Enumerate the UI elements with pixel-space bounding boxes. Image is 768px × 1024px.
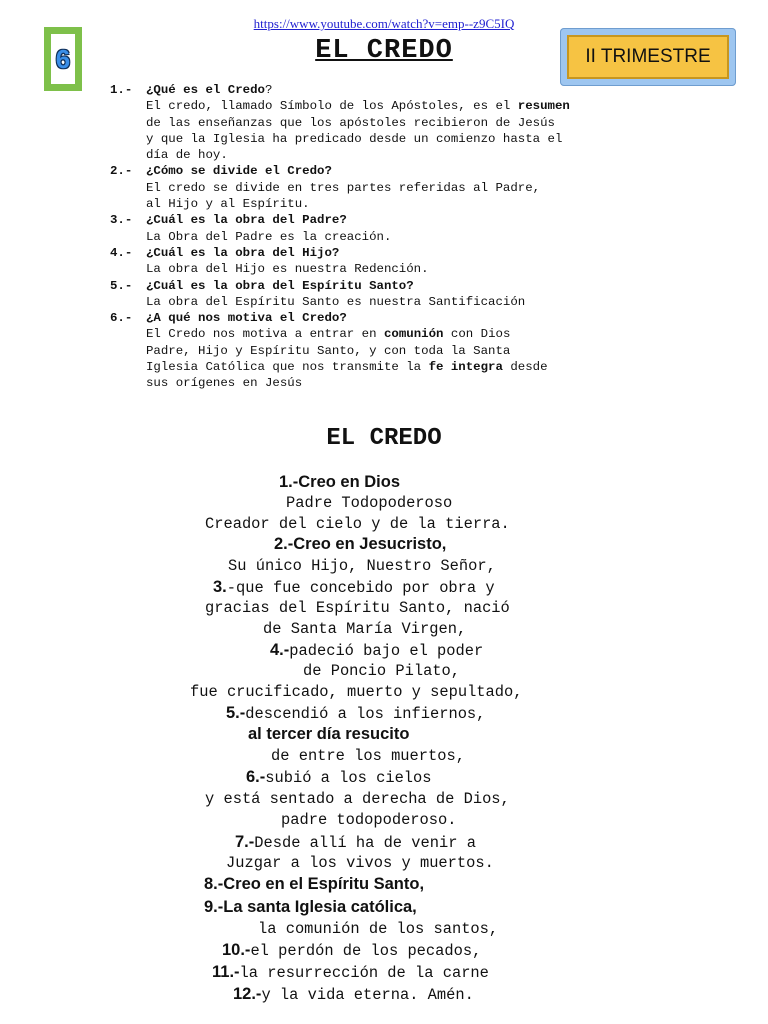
creed-line: de entre los muertos,: [271, 747, 465, 765]
creed-line: 5.-descendió a los infiernos,: [226, 704, 486, 723]
creed-line: 12.-y la vida eterna. Amén.: [233, 985, 474, 1004]
answer-line: Padre, Hijo y Espíritu Santo, y con toda la Santa: [146, 343, 511, 358]
answer-text: [146, 359, 670, 375]
question-text: ¿Cuál es la obra del Padre?: [146, 213, 347, 228]
creed-line: 6.-subió a los cielos: [246, 768, 432, 787]
creed-line: Juzgar a los vivos y muertos.: [226, 854, 494, 872]
answer-line: y que la Iglesia ha predicado desde un comienzo hasta el: [146, 131, 563, 146]
answer-line: La Obra del Padre es la creación.: [146, 229, 392, 244]
answer-line: día de hoy.: [146, 148, 228, 163]
trimester-label: II TRIMESTRE: [567, 35, 729, 79]
answer-emphasis: comunión: [383, 327, 444, 342]
creed-line: padre todopoderoso.: [281, 811, 457, 829]
answer-line: de las enseñanzas que los apóstoles recibieron de Jesús: [146, 115, 555, 130]
question-item: [110, 245, 670, 278]
question-text: ¿Cuál es la obra del Hijo?: [146, 245, 340, 260]
question-number: 2.-: [110, 164, 133, 179]
answer-text: [146, 326, 670, 342]
answer-emphasis: fe integra: [428, 360, 503, 375]
youtube-link[interactable]: https://www.youtube.com/watch?v=emp--z9C5IQ: [253, 16, 515, 31]
answer-line: La obra del Hijo es nuestra Redención.: [146, 262, 429, 277]
creed-line: al tercer día resucito: [248, 725, 410, 743]
answer-line: sus orígenes en Jesús: [146, 376, 303, 391]
creed-title: EL CREDO: [326, 425, 442, 452]
answer-line: al Hijo y al Espíritu.: [146, 197, 310, 212]
answer-line: El Credo nos motiva a entrar en: [146, 327, 384, 342]
question-number: 3.-: [110, 213, 133, 228]
question-text: ¿Qué es el Credo: [146, 83, 265, 97]
question-item: [110, 310, 670, 391]
creed-line: 7.-Desde allí ha de venir a: [235, 833, 476, 852]
question-item: [110, 163, 670, 212]
question-list: [110, 82, 670, 392]
answer-line: El credo, llamado Símbolo de los Apóstoles, es el: [146, 99, 518, 114]
question-text: ¿Cómo se divide el Credo?: [146, 164, 332, 179]
question-item: [110, 278, 670, 311]
question-number: 5.-: [110, 278, 133, 293]
question-number: 4.-: [110, 245, 133, 260]
creed-line: Padre Todopoderoso: [286, 494, 453, 512]
creed-line: y está sentado a derecha de Dios,: [205, 790, 510, 808]
creed-line: fue crucificado, muerto y sepultado,: [190, 683, 523, 701]
creed-line: 2.-Creo en Jesucristo,: [274, 535, 447, 553]
question-item: [110, 212, 670, 245]
creed-line: de Santa María Virgen,: [263, 620, 467, 638]
creed-line: Creador del cielo y de la tierra.: [205, 515, 510, 533]
creed-line: gracias del Espíritu Santo, nació: [205, 599, 510, 617]
question-item: [110, 82, 670, 163]
creed-line: 4.-padeció bajo el poder: [270, 641, 484, 660]
question-mark: ?: [264, 83, 273, 97]
answer-line: Iglesia Católica que nos transmite la: [146, 360, 429, 375]
answer-line: La obra del Espíritu Santo es nuestra Santificación: [146, 294, 526, 309]
question-number: 6.-: [110, 311, 133, 326]
creed-line: 11.-la resurrección de la carne: [212, 963, 489, 982]
answer-line: con Dios: [443, 327, 511, 342]
answer-emphasis: resumen: [517, 99, 570, 114]
answer-line: desde: [502, 360, 548, 375]
page-title: EL CREDO: [315, 36, 453, 66]
question-text: ¿Cuál es la obra del Espíritu Santo?: [146, 278, 414, 293]
answer-text: [146, 98, 670, 114]
creed-line: Su único Hijo, Nuestro Señor,: [228, 557, 496, 575]
creed-line: 3.-que fue concebido por obra y: [213, 578, 495, 597]
creed-line: 8.-Creo en el Espíritu Santo,: [204, 875, 425, 893]
creed-line: 1.-Creo en Dios: [279, 473, 401, 491]
lesson-number: 6: [55, 43, 71, 74]
answer-line: El credo se divide en tres partes referidas al Padre,: [146, 180, 541, 195]
question-text: ¿A qué nos motiva el Credo?: [146, 311, 347, 326]
creed-line: 10.-el perdón de los pecados,: [222, 941, 482, 960]
creed-line: de Poncio Pilato,: [303, 662, 461, 680]
creed-line: la comunión de los santos,: [258, 920, 499, 938]
creed-line: 9.-La santa Iglesia católica,: [204, 898, 417, 916]
question-number: 1.-: [110, 83, 133, 97]
